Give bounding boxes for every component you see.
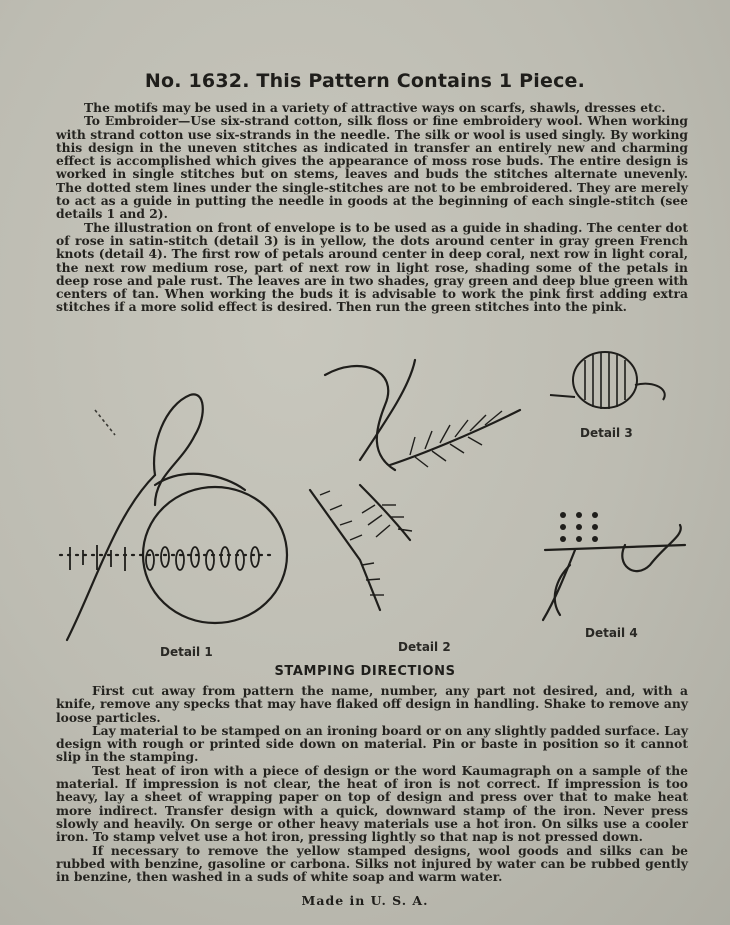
- intro-paragraph-3: [56, 221, 688, 314]
- embroidery-instructions: [56, 101, 688, 314]
- detail-3-illustration: [545, 345, 675, 430]
- stitch-illustrations: [0, 340, 730, 670]
- stamping-paragraph-2: Lay material to be stamped on an ironing board or on any slightly padded surface. Lay design with rough or printed side down on material. Pin or baste in position so it cannot slip in the stamping.: [56, 722, 688, 765]
- detail-2-illustration: [300, 345, 530, 645]
- caption-detail-2: Detail 2: [398, 640, 451, 654]
- stamping-directions: [56, 684, 688, 883]
- detail-4-illustration: [535, 505, 695, 635]
- intro-lead-2: To Embroider—: [84, 113, 191, 129]
- stamping-paragraph-4: If necessary to remove the yellow stamped designs, wool goods and silks can be rubbed with benzine, gasoline or carbona. Silks not injured by water can be rubbed gently in benzine, then washed in a suds of white soap and warm water.: [56, 842, 688, 885]
- intro-text-3: The illustration on front of envelope is to be used as a guide in shading. The center dot of rose in satin-stitch (detail 3) is in yellow, the dots around center in gray green French knots (detail 4). The first row of petals around center in deep coral, next row in light coral, the next row medium rose, part of next row in light rose, shading some of the petals in deep rose and pale rust. The leaves are in two shades, gray green and deep blue green with centers of tan. When working the buds it is advisable to work the pink first adding extra stitches if a more solid effect is desired. Then run the green stitches into the pink.: [56, 219, 688, 315]
- detail-1-illustration: [55, 365, 305, 645]
- stamping-paragraph-1: First cut away from pattern the name, number, any part not desired, and, with a knife, remove any specks that may have flaked off design in handling. Shake to remove any loose particles.: [56, 683, 688, 725]
- page-title: No. 1632. This Pattern Contains 1 Piece.: [144, 70, 586, 92]
- caption-detail-4: Detail 4: [585, 626, 638, 640]
- caption-detail-1: Detail 1: [160, 645, 213, 659]
- stamping-paragraph-3: Test heat of iron with a piece of design or the word Kaumagraph on a sample of the material. If impression is not clear, the heat of iron is not correct. If impression is too heavy, lay a sheet of wrapping paper on top of design and press over that to make heat more indirect. Transfer design with a quick, downward stamp of the iron. Never press slowly and heavily. On serge or other heavy materials use a hot iron. On silks use a cooler iron. To stamp velvet use a hot iron, pressing lightly so that nap is not pressed down.: [56, 762, 688, 845]
- intro-text-2: Use six-strand cotton, silk floss or fine embroidery wool. When working with strand cotton use six-strands in the needle. The silk or wool is used singly. By working this design in the uneven stitches as indicated in transfer an entirely new and charming effect is accomplished which gives the appearance of moss rose buds. The entire design is worked in single stitches but on stems, leaves and buds the stitches alternate unevenly. The dotted stem lines under the single-stitches are not to be embroidered. They are merely to act as a guide in putting the needle in goods at the beginning of each single-stitch (see details 1 and 2).: [56, 113, 688, 222]
- intro-text-1: The motifs may be used in a variety of attractive ways on scarfs, shawls, dresses etc.: [84, 100, 666, 115]
- caption-detail-3: Detail 3: [580, 426, 633, 440]
- made-in-usa-footer: Made in U. S. A.: [301, 893, 429, 908]
- intro-paragraph-1: [56, 101, 688, 114]
- stamping-directions-heading: STAMPING DIRECTIONS: [274, 664, 456, 679]
- intro-paragraph-2: [56, 114, 688, 220]
